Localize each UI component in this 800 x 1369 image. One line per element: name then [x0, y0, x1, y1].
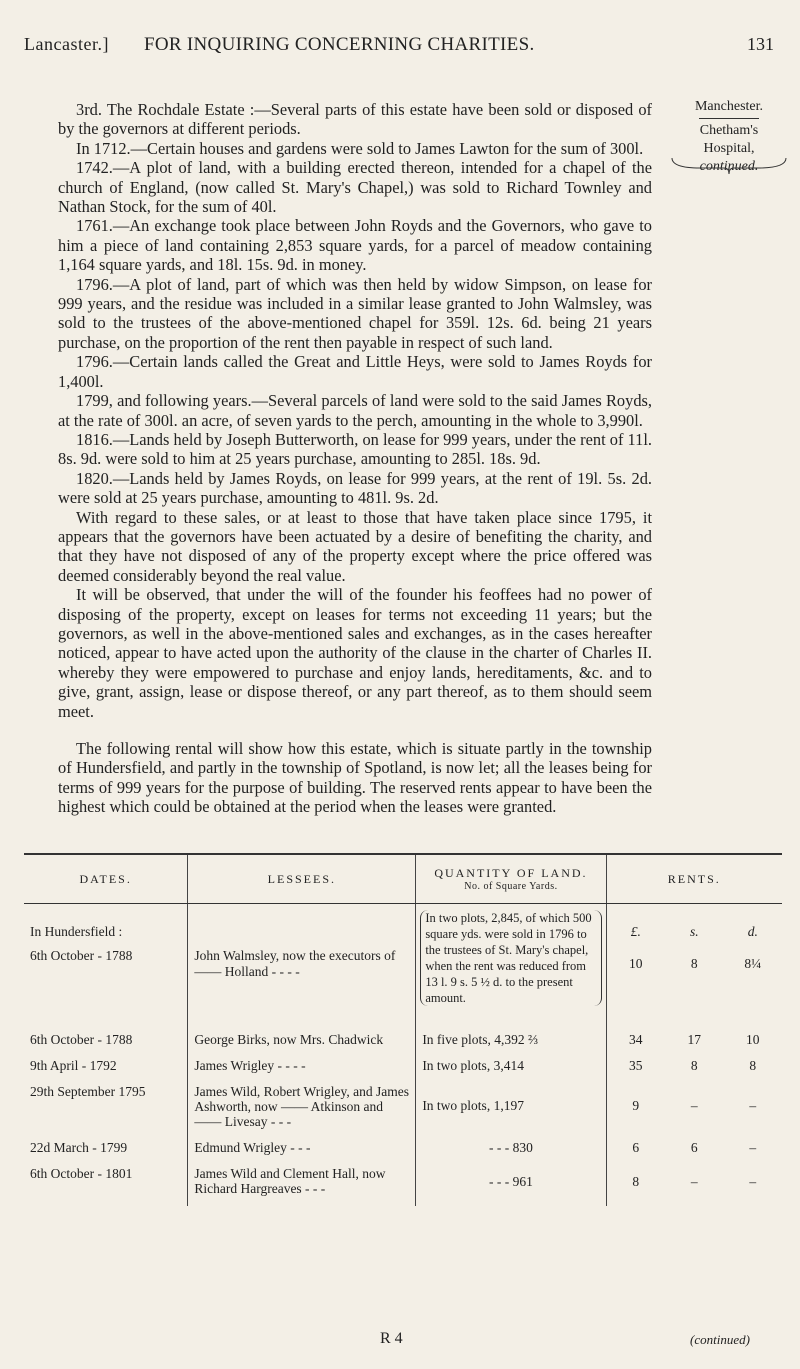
row-rent [607, 1174, 782, 1190]
row-date: 6th October - 1801 [30, 1166, 133, 1181]
rent-pence: 8¼ [744, 956, 762, 971]
row-rent [607, 1058, 782, 1074]
rent-pounds: 6 [632, 1140, 640, 1155]
header-rents: RENTS. [606, 854, 782, 904]
table-row [24, 1162, 782, 1206]
row-rent [607, 1032, 782, 1048]
table-row [24, 904, 782, 1029]
margin-note-place: Manchester. [694, 99, 764, 114]
margin-note-line2: Hospital, [703, 141, 755, 156]
rent-shillings: 8 [690, 1058, 698, 1073]
row-lessee: James Wrigley - - - - [188, 1054, 416, 1080]
rent-shillings: – [690, 1174, 698, 1189]
row-lessee: George Birks, now Mrs. Chadwick [188, 1028, 416, 1054]
row-quantity: In two plots, 3,414 [416, 1054, 606, 1080]
rent-pence: – [749, 1098, 757, 1113]
header-quantity-label: QUANTITY OF LAND. [434, 866, 588, 880]
place-label: In Hundersfield : [30, 924, 123, 939]
running-head-county: Lancaster.] [24, 34, 109, 54]
paragraph-1816: 1816.—Lands held by Joseph Butterworth, on lease for 999 years, under the rent of 11l. 8s. 9d. were sold to him at 25 years purchase, amounting to 285l. 18s. 9d. [58, 429, 652, 469]
row-rent [607, 956, 782, 972]
signature-mark: R 4 [380, 1330, 403, 1347]
page-number: 131 [747, 34, 774, 54]
row-quantity: - - - 830 [416, 1136, 606, 1162]
row-lessee: John Walmsley, now the executors of —— Holland - - - - [194, 948, 396, 979]
margin-brace-icon [670, 156, 788, 176]
row-rent [607, 1098, 782, 1114]
row-quantity: In two plots, 1,197 [416, 1080, 606, 1136]
header-quantity [416, 854, 606, 904]
header-lessees: LESSEES. [188, 854, 416, 904]
row-lessee: James Wild, Robert Wrigley, and James Ashworth, now —— Atkinson and —— Livesay - - - [188, 1080, 416, 1136]
rent-shillings: 17 [687, 1032, 702, 1047]
currency-shillings: s. [689, 924, 699, 939]
currency-pence: d. [747, 924, 758, 939]
body-text [58, 100, 652, 817]
row-date: 6th October - 1788 [30, 948, 133, 963]
row-quantity: - - - 961 [416, 1162, 606, 1206]
paragraph-1820: 1820.—Lands held by James Royds, on lease for 999 years, at the rent of 19l. 5s. 2d. were sold at 25 years purchase, amounting to 481l. 9s. 2d. [58, 468, 652, 508]
table-row [24, 1054, 782, 1080]
margin-note-line1: Chetham's [699, 123, 759, 138]
rental-table [24, 853, 782, 1206]
row-date: 9th April - 1792 [30, 1058, 117, 1073]
paragraph-1799: 1799, and following years.—Several parcels of land were sold to the said James Royds, at the rate of 300l. an acre, of seven yards to the perch, amounting in the whole to 3,990l. [58, 391, 652, 430]
row-lessee: James Wild and Clement Hall, now Richard Hargreaves - - - [188, 1162, 416, 1206]
rent-pounds: 10 [629, 956, 643, 971]
rent-pence: – [749, 1140, 757, 1155]
paragraph-1796-heys: 1796.—Certain lands called the Great and Little Heys, were sold to James Royds for 1,400l. [58, 352, 652, 391]
row-date: 29th September 1795 [30, 1084, 146, 1099]
row-date: 22d March - 1799 [30, 1140, 128, 1155]
paragraph-regard: With regard to these sales, or at least to those that have taken place since 1795, it appears that the governors have been actuated by a desire of benefiting the charity, and that they have not disposed of any of the property except where the price offered was deemed considerably beyond the real value. [58, 507, 652, 585]
paragraph-observed: It will be observed, that under the will of the founder his feoffees had no power of disposing of the property, except on leases for terms not exceeding 11 years; but the governors, as well in the above-mentioned sales and exchanges, as in the cases hereafter noticed, appear to have acted upon the authority of the clause in the charter of Charles II. whereby they were empowered to purchase and enjoy lands, hereditaments, &c. and to give, grant, assign, lease or dispose thereof, or any part thereof, as to them should seem meet. [58, 585, 652, 721]
header-dates: DATES. [24, 854, 188, 904]
rent-pounds: 34 [629, 1032, 643, 1047]
margin-note [668, 98, 790, 176]
rent-pence: 8 [749, 1058, 757, 1073]
paragraph-1712: In 1712.—Certain houses and gardens were sold to James Lawton for the sum of 300l. [76, 138, 644, 158]
table-row [24, 1136, 782, 1162]
rent-pounds: 8 [632, 1174, 640, 1189]
table-row [24, 1080, 782, 1136]
currency-labels [607, 924, 782, 940]
row-quantity: In two plots, 2,845, of which 500 square yds. were sold in 1796 to the trustees of St. Mary's chapel, when the rent was reduced from 13 l. 9 s. 5 ½ d. to the present amount. [420, 910, 602, 1006]
paragraph-1742: 1742.—A plot of land, with a building erected thereon, intended for a chapel of the church of England, (now called St. Mary's Chapel,) was sold to Richard Townley and Nathan Stock, for the sum of 40l. [58, 158, 652, 217]
rent-pence: 10 [746, 1032, 760, 1047]
table-row [24, 1028, 782, 1054]
rent-pounds: 9 [632, 1098, 640, 1113]
header-quantity-sub: No. of Square Yards. [464, 881, 558, 892]
margin-note-line3: continued. [699, 159, 759, 174]
rent-shillings: 8 [690, 956, 698, 971]
row-rent [607, 1140, 782, 1156]
rent-pounds: 35 [629, 1058, 643, 1073]
paragraph-rental-intro: The following rental will show how this estate, which is situate partly in the township of Hundersfield, and partly in the township of Spotland, is now let; all the leases being for terms of 999 years for the purpose of building. The reserved rents appear to have been the highest which could be obtained at the period when the leases were granted. [58, 739, 652, 817]
row-quantity: In five plots, 4,392 ⅔ [416, 1028, 606, 1054]
currency-pounds: £. [630, 924, 641, 939]
paragraph-1761: 1761.—An exchange took place between John Royds and the Governors, who gave to him a piece of land containing 2,853 square yards, for a parcel of meadow containing 1,164 square yards, and 18l. 15s. 9d. in money. [58, 216, 652, 275]
row-date: 6th October - 1788 [30, 1032, 133, 1047]
rent-pence: – [749, 1174, 757, 1189]
continued-note: (continued) [690, 1332, 750, 1347]
paragraph-1796-plot: 1796.—A plot of land, part of which was then held by widow Simpson, on lease for 999 years, and the residue was included in a similar lease granted to John Walmsley, was sold to the trustees of the above-mentioned chapel for 359l. 12s. 6d. being 21 years purchase, on the proportion of the rent then payable in respect of such land. [58, 274, 652, 352]
row-lessee: Edmund Wrigley - - - [188, 1136, 416, 1162]
paragraph-rochdale-estate: 3rd. The Rochdale Estate :—Several parts of this estate have been sold or disposed of by the governors at different periods. [58, 100, 652, 139]
table-header-row [24, 854, 782, 904]
rent-shillings: – [690, 1098, 698, 1113]
running-head-title: FOR INQUIRING CONCERNING CHARITIES. [144, 34, 535, 55]
page-header [24, 34, 774, 60]
rent-shillings: 6 [690, 1140, 698, 1155]
margin-note-rule [699, 118, 759, 119]
